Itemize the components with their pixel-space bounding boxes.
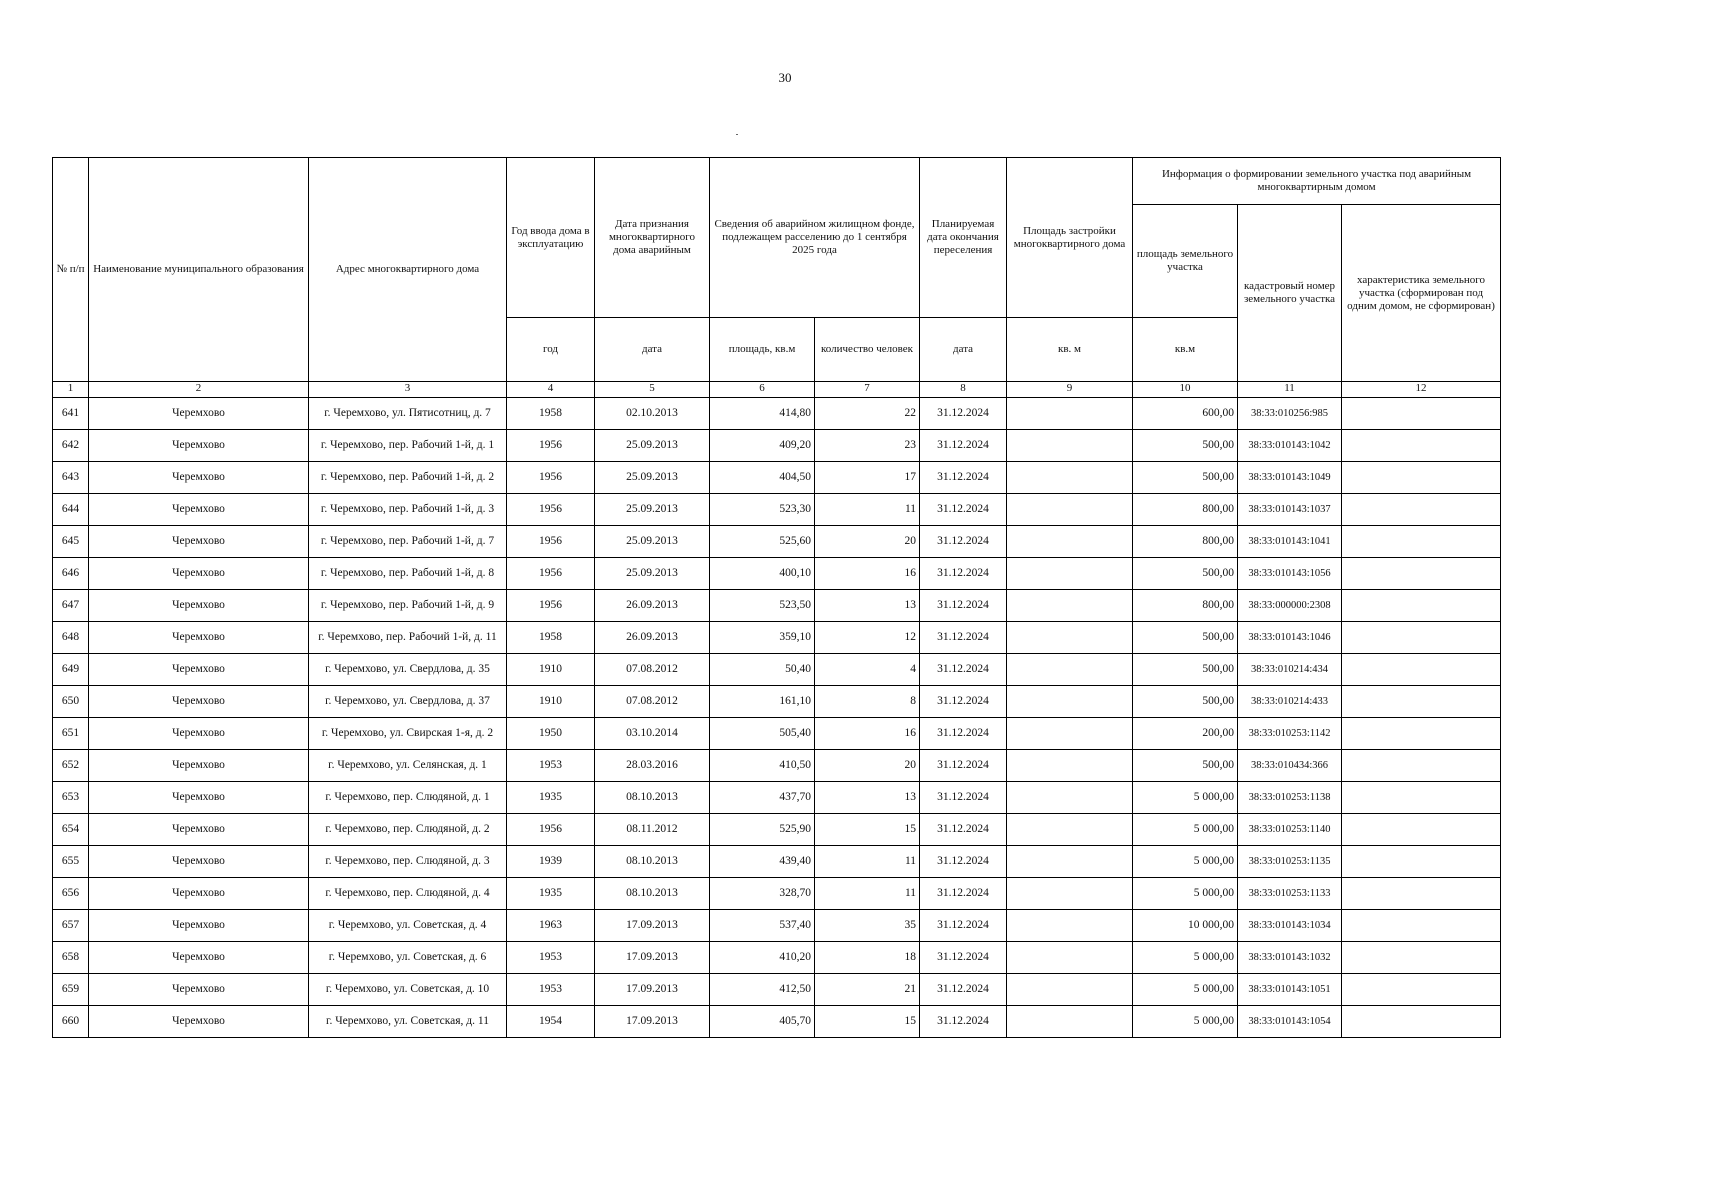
- land-characteristic-cell: [1342, 590, 1501, 622]
- land-area-cell: 5 000,00: [1133, 1006, 1238, 1038]
- people-count-cell: 8: [815, 686, 920, 718]
- people-count-cell: 11: [815, 846, 920, 878]
- planned-date-cell: 31.12.2024: [920, 590, 1007, 622]
- emergency-date-cell: 17.09.2013: [595, 942, 710, 974]
- year-cell: 1910: [507, 654, 595, 686]
- people-count-cell: 13: [815, 782, 920, 814]
- emergency-date-cell: 03.10.2014: [595, 718, 710, 750]
- header-planned-date: Планируемая дата окончания переселения: [920, 158, 1007, 318]
- people-count-cell: 35: [815, 910, 920, 942]
- planned-date-cell: 31.12.2024: [920, 558, 1007, 590]
- housing-area-cell: 525,90: [710, 814, 815, 846]
- row-number: 647: [53, 590, 89, 622]
- housing-area-cell: 410,50: [710, 750, 815, 782]
- planned-date-cell: 31.12.2024: [920, 494, 1007, 526]
- address-cell: г. Черемхово, пер. Рабочий 1-й, д. 2: [309, 462, 507, 494]
- header-building-area: Площадь застройки многоквартирного дома: [1007, 158, 1133, 318]
- municipality-cell: Черемхово: [89, 494, 309, 526]
- planned-date-cell: 31.12.2024: [920, 398, 1007, 430]
- unit-date: дата: [595, 318, 710, 382]
- people-count-cell: 11: [815, 878, 920, 910]
- land-area-cell: 800,00: [1133, 590, 1238, 622]
- municipality-cell: Черемхово: [89, 1006, 309, 1038]
- table-row: [53, 526, 1501, 558]
- housing-area-cell: 400,10: [710, 558, 815, 590]
- emergency-date-cell: 25.09.2013: [595, 558, 710, 590]
- land-area-cell: 5 000,00: [1133, 942, 1238, 974]
- row-number: 643: [53, 462, 89, 494]
- address-cell: г. Черемхово, пер. Слюдяной, д. 1: [309, 782, 507, 814]
- emergency-date-cell: 26.09.2013: [595, 622, 710, 654]
- table-row: [53, 590, 1501, 622]
- address-cell: г. Черемхово, пер. Рабочий 1-й, д. 9: [309, 590, 507, 622]
- scan-artifact: [736, 134, 738, 135]
- planned-date-cell: 31.12.2024: [920, 718, 1007, 750]
- building-area-cell: [1007, 878, 1133, 910]
- table-row: [53, 494, 1501, 526]
- header-cadastral-number: кадастровый номер земельного участка: [1238, 205, 1342, 382]
- address-cell: г. Черемхово, пер. Слюдяной, д. 2: [309, 814, 507, 846]
- land-characteristic-cell: [1342, 686, 1501, 718]
- planned-date-cell: 31.12.2024: [920, 686, 1007, 718]
- header-housing-info: Сведения об аварийном жилищном фонде, подлежащем расселению до 1 сентября 2025 года: [710, 158, 920, 318]
- address-cell: г. Черемхово, пер. Рабочий 1-й, д. 1: [309, 430, 507, 462]
- address-cell: г. Черемхово, ул. Свердлова, д. 37: [309, 686, 507, 718]
- emergency-date-cell: 25.09.2013: [595, 526, 710, 558]
- column-number: 8: [920, 382, 1007, 398]
- address-cell: г. Черемхово, пер. Слюдяной, д. 4: [309, 878, 507, 910]
- row-number: 644: [53, 494, 89, 526]
- emergency-date-cell: 25.09.2013: [595, 462, 710, 494]
- emergency-date-cell: 07.08.2012: [595, 654, 710, 686]
- header-number: № п/п: [53, 158, 89, 382]
- municipality-cell: Черемхово: [89, 590, 309, 622]
- year-cell: 1954: [507, 1006, 595, 1038]
- year-cell: 1956: [507, 814, 595, 846]
- cadastral-number-cell: 38:33:000000:2308: [1238, 590, 1342, 622]
- land-area-cell: 10 000,00: [1133, 910, 1238, 942]
- building-area-cell: [1007, 750, 1133, 782]
- building-area-cell: [1007, 782, 1133, 814]
- housing-area-cell: 405,70: [710, 1006, 815, 1038]
- emergency-date-cell: 08.10.2013: [595, 846, 710, 878]
- land-characteristic-cell: [1342, 654, 1501, 686]
- year-cell: 1956: [507, 590, 595, 622]
- land-area-cell: 500,00: [1133, 430, 1238, 462]
- housing-area-cell: 328,70: [710, 878, 815, 910]
- municipality-cell: Черемхово: [89, 942, 309, 974]
- emergency-date-cell: 17.09.2013: [595, 1006, 710, 1038]
- planned-date-cell: 31.12.2024: [920, 654, 1007, 686]
- cadastral-number-cell: 38:33:010214:434: [1238, 654, 1342, 686]
- cadastral-number-cell: 38:33:010143:1037: [1238, 494, 1342, 526]
- year-cell: 1953: [507, 750, 595, 782]
- land-area-cell: 500,00: [1133, 622, 1238, 654]
- people-count-cell: 18: [815, 942, 920, 974]
- land-area-cell: 500,00: [1133, 462, 1238, 494]
- planned-date-cell: 31.12.2024: [920, 430, 1007, 462]
- header-year-built: Год ввода дома в эксплуатацию: [507, 158, 595, 318]
- land-characteristic-cell: [1342, 750, 1501, 782]
- land-area-cell: 500,00: [1133, 686, 1238, 718]
- address-cell: г. Черемхово, пер. Рабочий 1-й, д. 8: [309, 558, 507, 590]
- municipality-cell: Черемхово: [89, 878, 309, 910]
- row-number: 660: [53, 1006, 89, 1038]
- cadastral-number-cell: 38:33:010143:1032: [1238, 942, 1342, 974]
- unit-land-area: кв.м: [1133, 318, 1238, 382]
- building-area-cell: [1007, 494, 1133, 526]
- land-characteristic-cell: [1342, 878, 1501, 910]
- building-area-cell: [1007, 622, 1133, 654]
- municipality-cell: Черемхово: [89, 622, 309, 654]
- planned-date-cell: 31.12.2024: [920, 974, 1007, 1006]
- housing-area-cell: 161,10: [710, 686, 815, 718]
- building-area-cell: [1007, 1006, 1133, 1038]
- building-area-cell: [1007, 654, 1133, 686]
- table-row: [53, 622, 1501, 654]
- table-row: [53, 686, 1501, 718]
- emergency-date-cell: 28.03.2016: [595, 750, 710, 782]
- land-area-cell: 200,00: [1133, 718, 1238, 750]
- row-number: 641: [53, 398, 89, 430]
- people-count-cell: 11: [815, 494, 920, 526]
- table-row: [53, 814, 1501, 846]
- cadastral-number-cell: 38:33:010143:1056: [1238, 558, 1342, 590]
- column-number: 1: [53, 382, 89, 398]
- row-number: 656: [53, 878, 89, 910]
- cadastral-number-cell: 38:33:010143:1034: [1238, 910, 1342, 942]
- housing-area-cell: 523,30: [710, 494, 815, 526]
- table-row: [53, 558, 1501, 590]
- emergency-date-cell: 17.09.2013: [595, 910, 710, 942]
- address-cell: г. Черемхово, ул. Селянская, д. 1: [309, 750, 507, 782]
- year-cell: 1953: [507, 974, 595, 1006]
- table-row: [53, 462, 1501, 494]
- building-area-cell: [1007, 942, 1133, 974]
- emergency-date-cell: 25.09.2013: [595, 494, 710, 526]
- column-number: 7: [815, 382, 920, 398]
- row-number: 645: [53, 526, 89, 558]
- planned-date-cell: 31.12.2024: [920, 622, 1007, 654]
- land-characteristic-cell: [1342, 398, 1501, 430]
- year-cell: 1963: [507, 910, 595, 942]
- people-count-cell: 20: [815, 750, 920, 782]
- address-cell: г. Черемхово, ул. Советская, д. 10: [309, 974, 507, 1006]
- column-number: 10: [1133, 382, 1238, 398]
- people-count-cell: 23: [815, 430, 920, 462]
- planned-date-cell: 31.12.2024: [920, 846, 1007, 878]
- land-area-cell: 5 000,00: [1133, 878, 1238, 910]
- people-count-cell: 12: [815, 622, 920, 654]
- land-area-cell: 5 000,00: [1133, 782, 1238, 814]
- land-characteristic-cell: [1342, 974, 1501, 1006]
- year-cell: 1958: [507, 622, 595, 654]
- emergency-date-cell: 25.09.2013: [595, 430, 710, 462]
- year-cell: 1953: [507, 942, 595, 974]
- unit-building-area: кв. м: [1007, 318, 1133, 382]
- address-cell: г. Черемхово, ул. Советская, д. 4: [309, 910, 507, 942]
- column-number: 5: [595, 382, 710, 398]
- cadastral-number-cell: 38:33:010253:1133: [1238, 878, 1342, 910]
- emergency-date-cell: 02.10.2013: [595, 398, 710, 430]
- people-count-cell: 16: [815, 718, 920, 750]
- people-count-cell: 15: [815, 1006, 920, 1038]
- cadastral-number-cell: 38:33:010143:1051: [1238, 974, 1342, 1006]
- cadastral-number-cell: 38:33:010253:1140: [1238, 814, 1342, 846]
- cadastral-number-cell: 38:33:010143:1046: [1238, 622, 1342, 654]
- planned-date-cell: 31.12.2024: [920, 910, 1007, 942]
- address-cell: г. Черемхово, ул. Пятисотниц, д. 7: [309, 398, 507, 430]
- cadastral-number-cell: 38:33:010256:985: [1238, 398, 1342, 430]
- column-number: 9: [1007, 382, 1133, 398]
- row-number: 659: [53, 974, 89, 1006]
- land-characteristic-cell: [1342, 846, 1501, 878]
- address-cell: г. Черемхово, пер. Рабочий 1-й, д. 3: [309, 494, 507, 526]
- building-area-cell: [1007, 814, 1133, 846]
- cadastral-number-cell: 38:33:010143:1042: [1238, 430, 1342, 462]
- housing-area-cell: 414,80: [710, 398, 815, 430]
- building-area-cell: [1007, 558, 1133, 590]
- year-cell: 1956: [507, 526, 595, 558]
- header-address: Адрес многоквартирного дома: [309, 158, 507, 382]
- emergency-date-cell: 08.11.2012: [595, 814, 710, 846]
- year-cell: 1910: [507, 686, 595, 718]
- building-area-cell: [1007, 846, 1133, 878]
- land-characteristic-cell: [1342, 782, 1501, 814]
- table-body: [53, 398, 1501, 1038]
- land-characteristic-cell: [1342, 494, 1501, 526]
- table-row: [53, 846, 1501, 878]
- building-area-cell: [1007, 462, 1133, 494]
- cadastral-number-cell: 38:33:010253:1142: [1238, 718, 1342, 750]
- housing-area-cell: 50,40: [710, 654, 815, 686]
- land-characteristic-cell: [1342, 558, 1501, 590]
- planned-date-cell: 31.12.2024: [920, 878, 1007, 910]
- year-cell: 1956: [507, 430, 595, 462]
- land-area-cell: 5 000,00: [1133, 814, 1238, 846]
- planned-date-cell: 31.12.2024: [920, 942, 1007, 974]
- column-number: 4: [507, 382, 595, 398]
- table-row: [53, 910, 1501, 942]
- emergency-date-cell: 07.08.2012: [595, 686, 710, 718]
- housing-area-cell: 437,70: [710, 782, 815, 814]
- row-number: 642: [53, 430, 89, 462]
- row-number: 648: [53, 622, 89, 654]
- land-area-cell: 5 000,00: [1133, 846, 1238, 878]
- building-area-cell: [1007, 430, 1133, 462]
- building-area-cell: [1007, 910, 1133, 942]
- row-number: 654: [53, 814, 89, 846]
- table-row: [53, 1006, 1501, 1038]
- people-count-cell: 4: [815, 654, 920, 686]
- address-cell: г. Черемхово, пер. Слюдяной, д. 3: [309, 846, 507, 878]
- column-number: 6: [710, 382, 815, 398]
- land-characteristic-cell: [1342, 526, 1501, 558]
- emergency-date-cell: 17.09.2013: [595, 974, 710, 1006]
- row-number: 657: [53, 910, 89, 942]
- cadastral-number-cell: 38:33:010214:433: [1238, 686, 1342, 718]
- land-characteristic-cell: [1342, 718, 1501, 750]
- housing-area-cell: 410,20: [710, 942, 815, 974]
- municipality-cell: Черемхово: [89, 974, 309, 1006]
- unit-year: год: [507, 318, 595, 382]
- year-cell: 1956: [507, 558, 595, 590]
- municipality-cell: Черемхово: [89, 846, 309, 878]
- table-row: [53, 878, 1501, 910]
- column-number-row: [53, 382, 1501, 398]
- cadastral-number-cell: 38:33:010143:1041: [1238, 526, 1342, 558]
- header-land-characteristic: характеристика земельного участка (сформирован под одним домом, не сформирован): [1342, 205, 1501, 382]
- year-cell: 1950: [507, 718, 595, 750]
- emergency-date-cell: 08.10.2013: [595, 782, 710, 814]
- cadastral-number-cell: 38:33:010143:1054: [1238, 1006, 1342, 1038]
- housing-area-cell: 505,40: [710, 718, 815, 750]
- land-characteristic-cell: [1342, 430, 1501, 462]
- land-characteristic-cell: [1342, 910, 1501, 942]
- emergency-housing-table: [52, 157, 1501, 1038]
- cadastral-number-cell: 38:33:010253:1138: [1238, 782, 1342, 814]
- cadastral-number-cell: 38:33:010143:1049: [1238, 462, 1342, 494]
- unit-people: количество человек: [815, 318, 920, 382]
- building-area-cell: [1007, 526, 1133, 558]
- people-count-cell: 20: [815, 526, 920, 558]
- row-number: 653: [53, 782, 89, 814]
- land-characteristic-cell: [1342, 814, 1501, 846]
- table-row: [53, 782, 1501, 814]
- row-number: 649: [53, 654, 89, 686]
- planned-date-cell: 31.12.2024: [920, 462, 1007, 494]
- planned-date-cell: 31.12.2024: [920, 814, 1007, 846]
- page-number: 30: [778, 70, 792, 85]
- emergency-date-cell: 26.09.2013: [595, 590, 710, 622]
- planned-date-cell: 31.12.2024: [920, 782, 1007, 814]
- table-row: [53, 398, 1501, 430]
- column-number: 3: [309, 382, 507, 398]
- cadastral-number-cell: 38:33:010434:366: [1238, 750, 1342, 782]
- housing-area-cell: 359,10: [710, 622, 815, 654]
- column-number: 11: [1238, 382, 1342, 398]
- land-area-cell: 500,00: [1133, 558, 1238, 590]
- column-number: 2: [89, 382, 309, 398]
- year-cell: 1935: [507, 782, 595, 814]
- land-characteristic-cell: [1342, 942, 1501, 974]
- housing-area-cell: 537,40: [710, 910, 815, 942]
- row-number: 651: [53, 718, 89, 750]
- building-area-cell: [1007, 398, 1133, 430]
- column-number: 12: [1342, 382, 1501, 398]
- land-characteristic-cell: [1342, 462, 1501, 494]
- municipality-cell: Черемхово: [89, 654, 309, 686]
- address-cell: г. Черемхово, ул. Советская, д. 6: [309, 942, 507, 974]
- table-row: [53, 430, 1501, 462]
- table-row: [53, 974, 1501, 1006]
- building-area-cell: [1007, 590, 1133, 622]
- row-number: 646: [53, 558, 89, 590]
- municipality-cell: Черемхово: [89, 814, 309, 846]
- table-row: [53, 750, 1501, 782]
- people-count-cell: 22: [815, 398, 920, 430]
- address-cell: г. Черемхово, ул. Свердлова, д. 35: [309, 654, 507, 686]
- year-cell: 1935: [507, 878, 595, 910]
- table-header: [53, 158, 1501, 398]
- land-characteristic-cell: [1342, 622, 1501, 654]
- people-count-cell: 13: [815, 590, 920, 622]
- building-area-cell: [1007, 686, 1133, 718]
- land-area-cell: 600,00: [1133, 398, 1238, 430]
- header-emergency-date: Дата признания многоквартирного дома аварийным: [595, 158, 710, 318]
- header-land-area: площадь земельного участка: [1133, 205, 1238, 318]
- municipality-cell: Черемхово: [89, 526, 309, 558]
- address-cell: г. Черемхово, ул. Свирская 1-я, д. 2: [309, 718, 507, 750]
- row-number: 652: [53, 750, 89, 782]
- address-cell: г. Черемхово, ул. Советская, д. 11: [309, 1006, 507, 1038]
- municipality-cell: Черемхово: [89, 558, 309, 590]
- row-number: 658: [53, 942, 89, 974]
- year-cell: 1956: [507, 462, 595, 494]
- municipality-cell: Черемхово: [89, 430, 309, 462]
- land-characteristic-cell: [1342, 1006, 1501, 1038]
- unit-planned-date: дата: [920, 318, 1007, 382]
- municipality-cell: Черемхово: [89, 910, 309, 942]
- housing-area-cell: 525,60: [710, 526, 815, 558]
- table-row: [53, 942, 1501, 974]
- municipality-cell: Черемхово: [89, 462, 309, 494]
- address-cell: г. Черемхово, пер. Рабочий 1-й, д. 11: [309, 622, 507, 654]
- address-cell: г. Черемхово, пер. Рабочий 1-й, д. 7: [309, 526, 507, 558]
- people-count-cell: 17: [815, 462, 920, 494]
- planned-date-cell: 31.12.2024: [920, 526, 1007, 558]
- row-number: 650: [53, 686, 89, 718]
- year-cell: 1958: [507, 398, 595, 430]
- unit-area: площадь, кв.м: [710, 318, 815, 382]
- cadastral-number-cell: 38:33:010253:1135: [1238, 846, 1342, 878]
- municipality-cell: Черемхово: [89, 750, 309, 782]
- building-area-cell: [1007, 974, 1133, 1006]
- land-area-cell: 500,00: [1133, 750, 1238, 782]
- land-area-cell: 800,00: [1133, 526, 1238, 558]
- land-area-cell: 500,00: [1133, 654, 1238, 686]
- municipality-cell: Черемхово: [89, 398, 309, 430]
- people-count-cell: 21: [815, 974, 920, 1006]
- housing-area-cell: 404,50: [710, 462, 815, 494]
- table-row: [53, 718, 1501, 750]
- planned-date-cell: 31.12.2024: [920, 1006, 1007, 1038]
- municipality-cell: Черемхово: [89, 782, 309, 814]
- table-row: [53, 654, 1501, 686]
- housing-area-cell: 439,40: [710, 846, 815, 878]
- land-area-cell: 800,00: [1133, 494, 1238, 526]
- people-count-cell: 16: [815, 558, 920, 590]
- housing-area-cell: 409,20: [710, 430, 815, 462]
- planned-date-cell: 31.12.2024: [920, 750, 1007, 782]
- header-land-info: Информация о формировании земельного участка под аварийным многоквартирным домом: [1133, 158, 1501, 205]
- emergency-date-cell: 08.10.2013: [595, 878, 710, 910]
- header-municipality: Наименование муниципального образования: [89, 158, 309, 382]
- housing-area-cell: 412,50: [710, 974, 815, 1006]
- building-area-cell: [1007, 718, 1133, 750]
- year-cell: 1939: [507, 846, 595, 878]
- municipality-cell: Черемхово: [89, 718, 309, 750]
- people-count-cell: 15: [815, 814, 920, 846]
- year-cell: 1956: [507, 494, 595, 526]
- municipality-cell: Черемхово: [89, 686, 309, 718]
- housing-area-cell: 523,50: [710, 590, 815, 622]
- land-area-cell: 5 000,00: [1133, 974, 1238, 1006]
- row-number: 655: [53, 846, 89, 878]
